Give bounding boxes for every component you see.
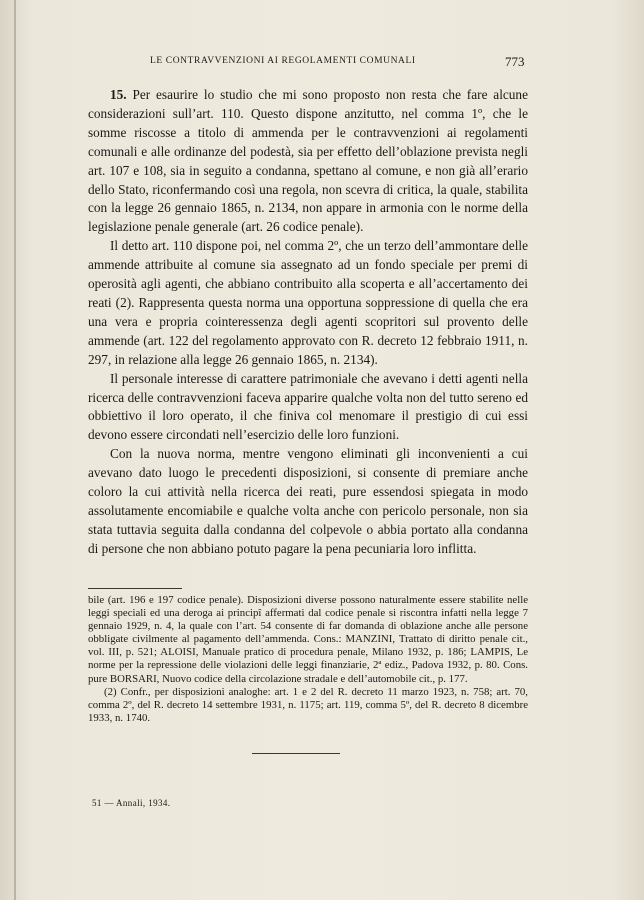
running-header (150, 54, 530, 70)
header-title: LE CONTRAVVENZIONI AI REGOLAMENTI COMUNALI (150, 56, 416, 66)
signature-mark: 51 — Annali, 1934. (92, 798, 171, 808)
main-text (88, 86, 528, 559)
page-edge (14, 0, 16, 900)
paragraph-text: Per esaurire lo studio che mi sono proposto non resta che fare alcune considerazioni sull’art. 110. Questo dispone anzitutto, nel comma 1º, che le somme riscosse a titolo di ammenda per le contravvenzioni ai regolamenti comunali e alle ordinanze del podestà, sia per effetto dell’oblazione prevista negli art. 107 e 108, sia in seguito a condanna, spettano al comune, e non già all’erario dello Stato, riconfermando così una regola, non scevra di critica, la quale, stabilita con la legge 26 gennaio 1865, n. 2134, non appare in armonia con le norme della legislazione penale generale (art. 26 codice penale). (88, 87, 528, 235)
footnote: (2) Confr., per disposizioni analoghe: art. 1 e 2 del R. decreto 11 marzo 1923, n. 758; art. 70, comma 2º, del R. decreto 14 settembre 1931, n. 1175; art. 119, comma 5º, del R. decreto 8 dicembre 1933, n. 1740. (88, 685, 528, 724)
paragraph: Il detto art. 110 dispone poi, nel comma 2º, che un terzo dell’ammontare delle ammende attribuite al comune sia assegnato ad un fondo speciale per premi di operosità agli agenti, che abbiano contribuito alla scoperta e all’accertamento dei reati (2). Rappresenta questa norma una opportuna soppressione di quella che era una vera e propria cointeressenza degli agenti scopritori sul provento delle ammende (art. 122 del regolamento approvato con R. decreto 12 febbraio 1911, n. 297, in relazione alla legge 26 gennaio 1865, n. 2134). (88, 238, 528, 367)
footnote: bile (art. 196 e 197 codice penale). Disposizioni diverse possono naturalmente essere stabilite nelle leggi speciali ed una deroga ai principî affermati dal codice penale si riscontra infatti nella legge 7 gennaio 1929, n. 4, la quale con l’art. 54 consente di far domanda di oblazione anche alle persone obbligate civilmente al pagamento dell’ammenda. Cons.: MANZINI, Trattato di diritto penale cit., vol. III, p. 521; ALOISI, Manuale pratico di procedura penale, Milano 1932, p. 186; LAMPIS, Le norme per la repressione delle violazioni delle leggi finanziarie, 2ª ediz., Padova 1932, p. 80. Cons. pure BORSARI, Nuovo codice della circolazione stradale e dell’automobile cit., p. 177. (88, 594, 528, 685)
paragraph: Il personale interesse di carattere patrimoniale che avevano i detti agenti nella ricerca delle contravvenzioni faceva apparire qualche volta non del tutto sereno ed obbiettivo il loro operato, il che finiva col menomare il prestigio di cui essi devono essere circondati nell’esercizio delle loro funzioni. (88, 370, 528, 443)
footnotes (88, 594, 528, 725)
page-number: 773 (505, 54, 525, 69)
section-number: 15. (110, 87, 127, 102)
footnote-separator (88, 588, 182, 589)
paragraph (88, 86, 528, 237)
footnote-end-rule (252, 753, 340, 754)
paragraph: Con la nuova norma, mentre vengono eliminati gli inconvenienti a cui avevano dato luogo le precedenti disposizioni, si consente di premiare anche coloro la cui attività nella ricerca dei reati, pure essendosi spiegata in modo assolutamente encomiabile e qualche volta anche con pericolo personale, non sia stata tuttavia seguita dalla condanna del colpevole o abbia portato alla condanna di persone che non abbiano potuto pagare la pena pecuniaria loro inflitta. (88, 446, 528, 556)
